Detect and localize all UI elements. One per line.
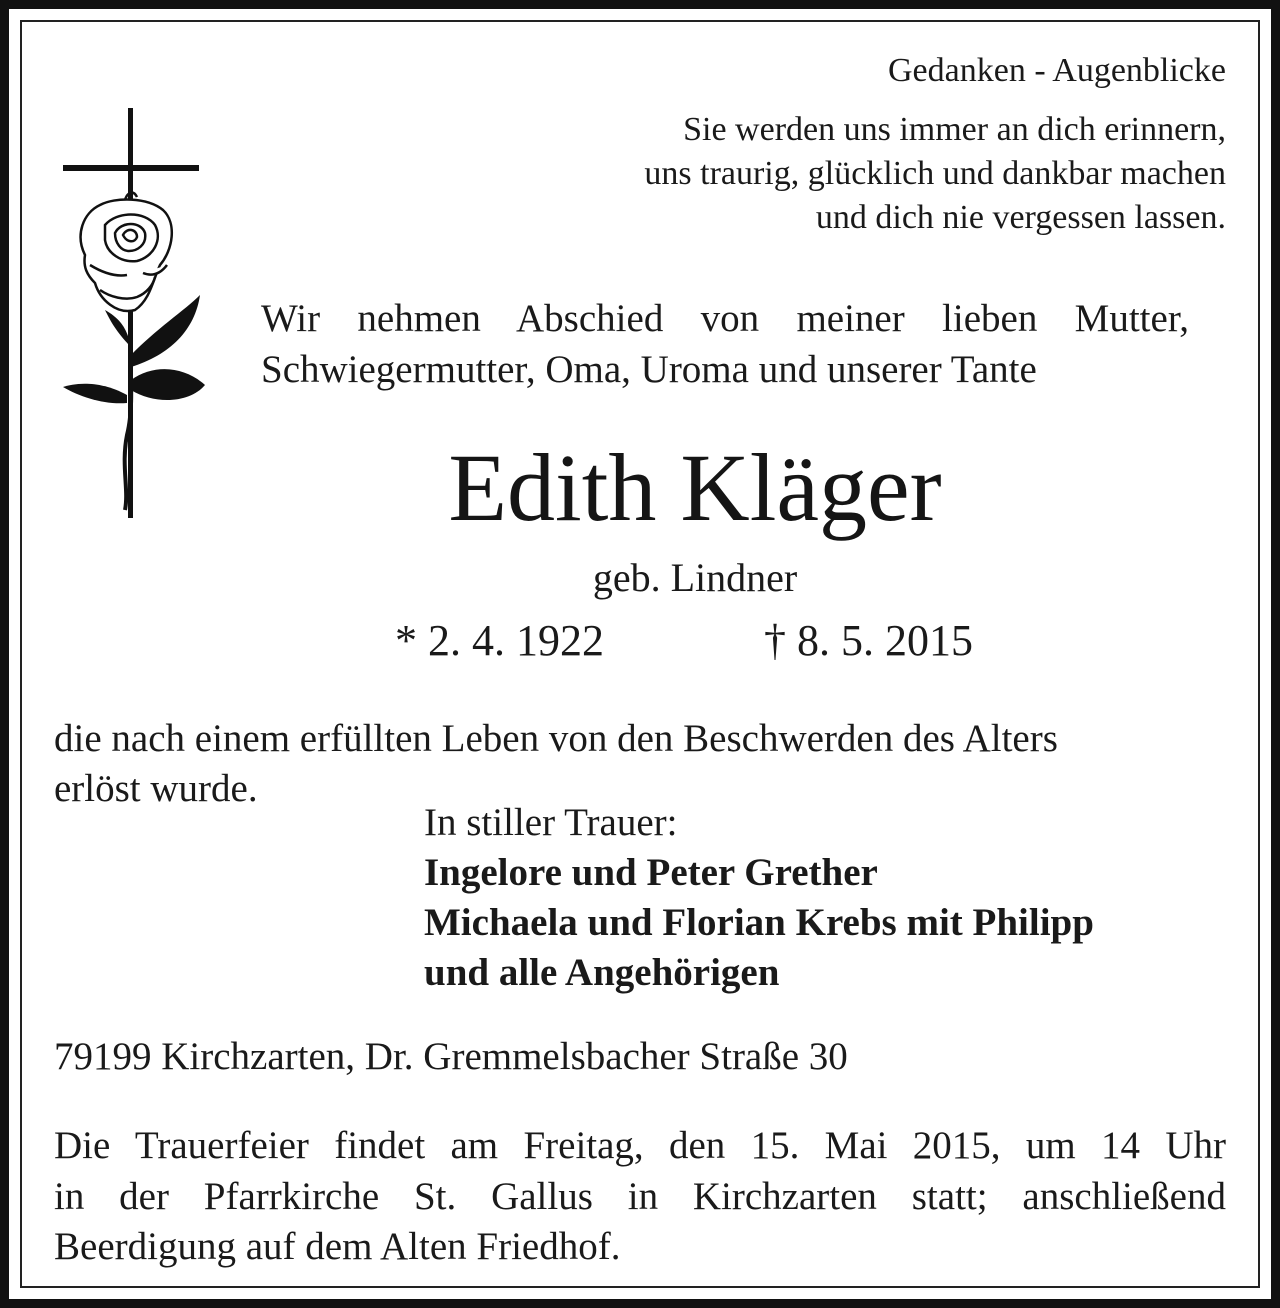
farewell-line: Schwiegermutter, Oma, Uroma und unserer Tante	[261, 348, 1037, 391]
quote-line: und dich nie vergessen lassen.	[815, 199, 1226, 236]
body-line: erlöst wurde.	[54, 767, 258, 810]
deceased-name: Edith Kläger	[448, 434, 942, 541]
quote-line: uns traurig, glücklich und dankbar machen	[644, 155, 1226, 192]
farewell-line: Wir nehmen Abschied von meiner lieben Mutter,	[261, 297, 1189, 340]
mourner-name: Ingelore und Peter Grether	[424, 851, 878, 894]
mourner-name: und alle Angehörigen	[424, 951, 780, 994]
address: 79199 Kirchzarten, Dr. Gremmelsbacher Straße 30	[54, 1035, 848, 1078]
body-line: die nach einem erfüllten Leben von den Beschwerden des Alters	[54, 717, 1058, 760]
quote-title: Gedanken - Augenblicke	[888, 52, 1226, 89]
mourner-name: Michaela und Florian Krebs mit Philipp	[424, 901, 1094, 944]
death-date: † 8. 5. 2015	[764, 616, 973, 665]
birth-date: * 2. 4. 1922	[395, 616, 604, 665]
maiden-name: geb. Lindner	[592, 555, 798, 600]
service-line: Die Trauerfeier findet am Freitag, den 15. Mai 2015, um 14 Uhr	[54, 1124, 1226, 1167]
service-line: in der Pfarrkirche St. Gallus in Kirchzarten statt; anschließend	[54, 1175, 1226, 1218]
mourners-intro: In stiller Trauer:	[424, 801, 678, 844]
quote-line: Sie werden uns immer an dich erinnern,	[683, 111, 1226, 148]
service-line: Beerdigung auf dem Alten Friedhof.	[54, 1225, 621, 1268]
